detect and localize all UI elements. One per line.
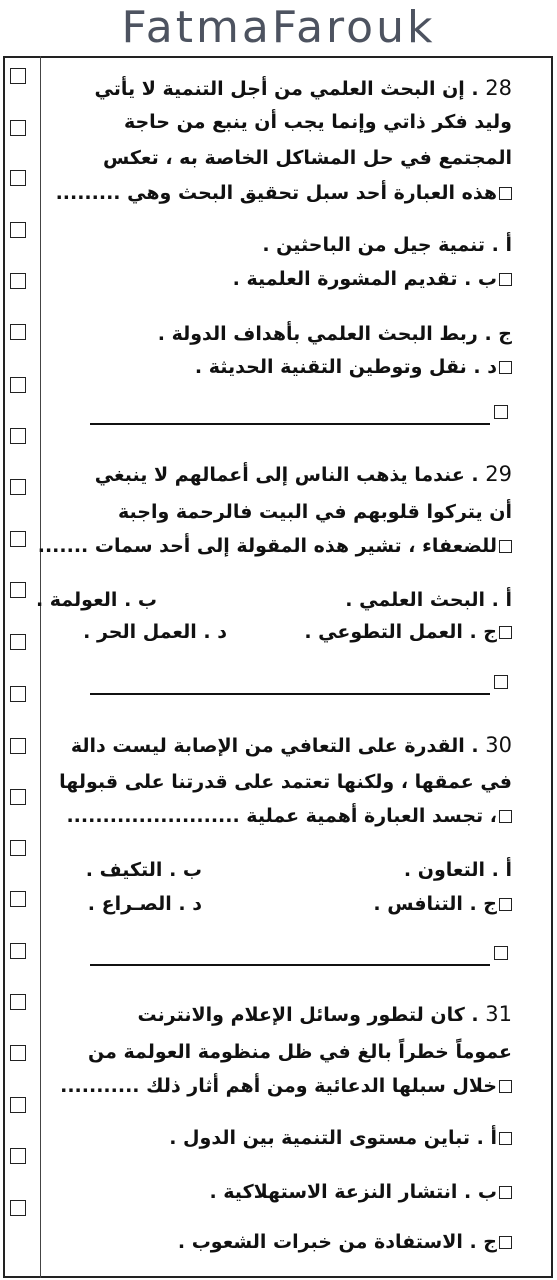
q29-line-1: 29 . عندما يذهب الناس إلى أعمالهم لا ينبغي bbox=[94, 462, 512, 486]
q28-line-4: هذه العبارة أحد سبل تحقيق البحث وهي ......... bbox=[56, 181, 512, 207]
answer-checkbox[interactable] bbox=[499, 1186, 512, 1199]
margin-checkbox[interactable] bbox=[10, 273, 26, 289]
q30-line-1: 30 . القدرة على التعافي من الإصابة ليست دالة bbox=[70, 733, 512, 757]
q28-line-2: وليد فكر ذاتي وإنما يجب أن ينبع من حاجة bbox=[123, 111, 512, 133]
q28-line-1: 28 . إن البحث العلمي من أجل التنمية لا يأتي bbox=[94, 76, 512, 100]
q29-number: 29 bbox=[485, 462, 512, 486]
margin-checkbox[interactable] bbox=[10, 1148, 26, 1164]
answer-checkbox[interactable] bbox=[499, 361, 512, 374]
q29-line-2: أن يتركوا قلوبهم في البيت فالرحمة واجبة bbox=[118, 501, 512, 523]
answer-checkbox[interactable] bbox=[494, 946, 508, 960]
margin-checkbox[interactable] bbox=[10, 1097, 26, 1113]
answer-checkbox[interactable] bbox=[499, 273, 512, 286]
q29-line-3: للضعفاء ، تشير هذه المقولة إلى أحد سمات ....... bbox=[38, 534, 512, 560]
q31-option-a: أ . تباين مستوى التنمية بين الدول . bbox=[169, 1126, 512, 1152]
q30-option-d: د . الصـراع . bbox=[87, 893, 202, 915]
q31-number: 31 bbox=[485, 1002, 512, 1026]
margin-checkbox[interactable] bbox=[10, 943, 26, 959]
q30-option-a: أ . التعاون . bbox=[403, 859, 512, 881]
answer-checkbox[interactable] bbox=[499, 810, 512, 823]
margin-checkbox[interactable] bbox=[10, 634, 26, 650]
margin-checkbox[interactable] bbox=[10, 120, 26, 136]
margin-checkbox[interactable] bbox=[10, 738, 26, 754]
answer-checkbox[interactable] bbox=[499, 626, 512, 639]
margin-checkbox[interactable] bbox=[10, 891, 26, 907]
margin-checkbox[interactable] bbox=[10, 324, 26, 340]
margin-divider bbox=[40, 56, 41, 1278]
margin-checkbox[interactable] bbox=[10, 68, 26, 84]
q31-option-b: ب . انتشار النزعة الاستهلاكية . bbox=[209, 1180, 512, 1206]
margin-checkbox[interactable] bbox=[10, 1200, 26, 1216]
q30-line-2: في عمقها ، ولكنها تعتمد على قدرتنا على قبولها bbox=[59, 771, 512, 793]
separator-line bbox=[90, 423, 490, 425]
margin-checkbox[interactable] bbox=[10, 222, 26, 238]
q30-number: 30 bbox=[485, 733, 512, 757]
margin-checkbox[interactable] bbox=[10, 840, 26, 856]
q28-option-d: د . نقل وتوطين التقنية الحديثة . bbox=[195, 355, 512, 381]
margin-checkbox[interactable] bbox=[10, 377, 26, 393]
answer-checkbox[interactable] bbox=[494, 405, 508, 419]
margin-checkbox[interactable] bbox=[10, 531, 26, 547]
watermark-text: FatmaFarouk bbox=[121, 2, 436, 53]
answer-checkbox[interactable] bbox=[499, 1236, 512, 1249]
separator-line bbox=[90, 964, 490, 966]
margin-checkbox[interactable] bbox=[10, 1045, 26, 1061]
separator-line bbox=[90, 693, 490, 695]
q28-option-b: ب . تقديم المشورة العلمية . bbox=[233, 267, 512, 293]
margin-checkbox[interactable] bbox=[10, 994, 26, 1010]
q31-line-2: عموماً خطراً بالغ في ظل منظومة العولمة من bbox=[87, 1041, 512, 1063]
margin-checkbox[interactable] bbox=[10, 582, 26, 598]
margin-checkbox[interactable] bbox=[10, 479, 26, 495]
q29-option-d: د . العمل الحر . bbox=[83, 621, 227, 643]
q31-option-c: ج . الاستفادة من خبرات الشعوب . bbox=[178, 1230, 512, 1256]
q30-line-3: ، تجسد العبارة أهمية عملية ........................ bbox=[66, 804, 512, 830]
margin-checkbox[interactable] bbox=[10, 170, 26, 186]
q30-option-b: ب . التكيف . bbox=[85, 859, 202, 881]
q28-option-a: أ . تنمية جيل من الباحثين . bbox=[262, 234, 512, 256]
answer-checkbox[interactable] bbox=[499, 187, 512, 200]
q29-option-a: أ . البحث العلمي . bbox=[345, 589, 512, 611]
answer-checkbox[interactable] bbox=[499, 1080, 512, 1093]
answer-checkbox[interactable] bbox=[499, 540, 512, 553]
answer-checkbox[interactable] bbox=[499, 1132, 512, 1145]
answer-checkbox[interactable] bbox=[499, 898, 512, 911]
q28-number: 28 bbox=[485, 76, 512, 100]
q31-line-1: 31 . كان لتطور وسائل الإعلام والانترنت bbox=[137, 1002, 512, 1026]
q29-option-b: ب . العولمة . bbox=[35, 589, 157, 611]
margin-checkbox[interactable] bbox=[10, 686, 26, 702]
q28-line-3: المجتمع في حل المشاكل الخاصة به ، تعكس bbox=[102, 147, 512, 169]
answer-checkbox[interactable] bbox=[494, 675, 508, 689]
q30-option-c: ج . التنافس . bbox=[373, 892, 512, 916]
q31-line-3: خلال سبلها الدعائية ومن أهم أثار ذلك ........... bbox=[60, 1074, 512, 1100]
margin-checkbox[interactable] bbox=[10, 428, 26, 444]
q28-option-c: ج . ربط البحث العلمي بأهداف الدولة . bbox=[157, 323, 512, 345]
q29-option-c: ج . العمل التطوعي . bbox=[304, 620, 512, 644]
margin-checkbox[interactable] bbox=[10, 789, 26, 805]
